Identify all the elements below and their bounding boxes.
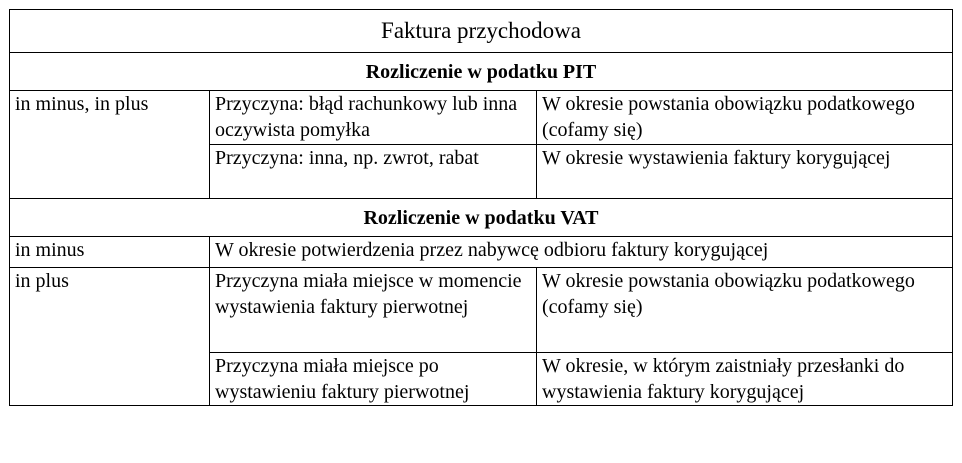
pit-header-row — [10, 53, 953, 91]
pit-label-cell: in minus, in plus — [10, 91, 210, 199]
vat-plus-label: in plus — [10, 268, 210, 406]
pit-section-header: Rozliczenie w podatku PIT — [10, 53, 953, 91]
vat-header-row — [10, 199, 953, 237]
vat-plus-row-1 — [10, 268, 953, 353]
vat-plus-reason-1: Przyczyna miała miejsce w momencie wystawienia faktury pierwotnej — [210, 268, 537, 353]
vat-minus-row — [10, 237, 953, 268]
invoice-correction-table — [9, 9, 953, 406]
pit-reason-2: Przyczyna: inna, np. zwrot, rabat — [210, 145, 537, 199]
pit-period-2: W okresie wystawienia faktury korygującej — [537, 145, 953, 199]
vat-plus-period-2: W okresie, w którym zaistniały przesłanki do wystawienia faktury korygującej — [537, 353, 953, 406]
vat-plus-reason-2: Przyczyna miała miejsce po wystawieniu faktury pierwotnej — [210, 353, 537, 406]
pit-period-1: W okresie powstania obowiązku podatkowego (cofamy się) — [537, 91, 953, 145]
vat-minus-label: in minus — [10, 237, 210, 268]
vat-plus-period-1: W okresie powstania obowiązku podatkowego (cofamy się) — [537, 268, 953, 353]
table-title: Faktura przychodowa — [10, 10, 953, 53]
pit-row-1 — [10, 91, 953, 145]
title-row — [10, 10, 953, 53]
vat-minus-period: W okresie potwierdzenia przez nabywcę odbioru faktury korygującej — [210, 237, 953, 268]
vat-section-header: Rozliczenie w podatku VAT — [10, 199, 953, 237]
pit-reason-1: Przyczyna: błąd rachunkowy lub inna oczywista pomyłka — [210, 91, 537, 145]
